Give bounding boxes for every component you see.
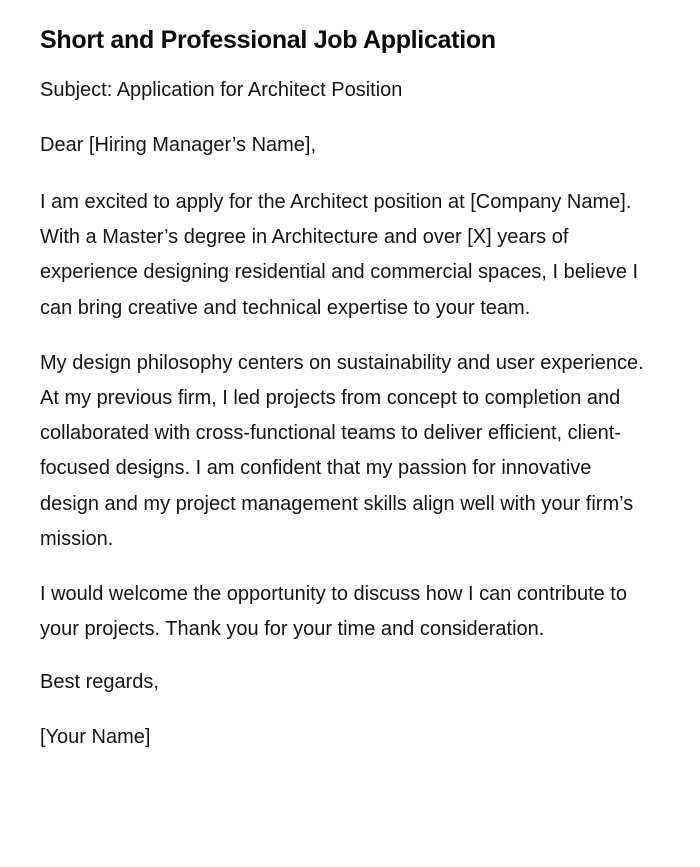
body-paragraph-closing: I would welcome the opportunity to discuss how I can contribute to your projects. Thank you for your time and consideration. [40, 583, 627, 641]
document-title: Short and Professional Job Application [40, 26, 496, 54]
subject-line: Subject: Application for Architect Position [40, 79, 403, 101]
letter-document [40, 22, 650, 777]
body-paragraph-experience: My design philosophy centers on sustainability and user experience. At my previous firm, I led projects from concept to completion and collaborated with cross-functional teams to deliver efficient, client-focused designs. I am confident that my passion for innovative design and my project management skills align well with your firm’s mission. [40, 351, 644, 550]
signature: [Your Name] [40, 726, 151, 749]
closing-line: Best regards, [40, 671, 159, 694]
body-paragraph-intro: I am excited to apply for the Architect position at [Company Name]. With a Master’s degree in Architecture and over [X] years of experience designing residential and commercial spaces, I believe I can bring creative and technical expertise to your team. [40, 191, 639, 319]
salutation: Dear [Hiring Manager’s Name], [40, 134, 317, 156]
